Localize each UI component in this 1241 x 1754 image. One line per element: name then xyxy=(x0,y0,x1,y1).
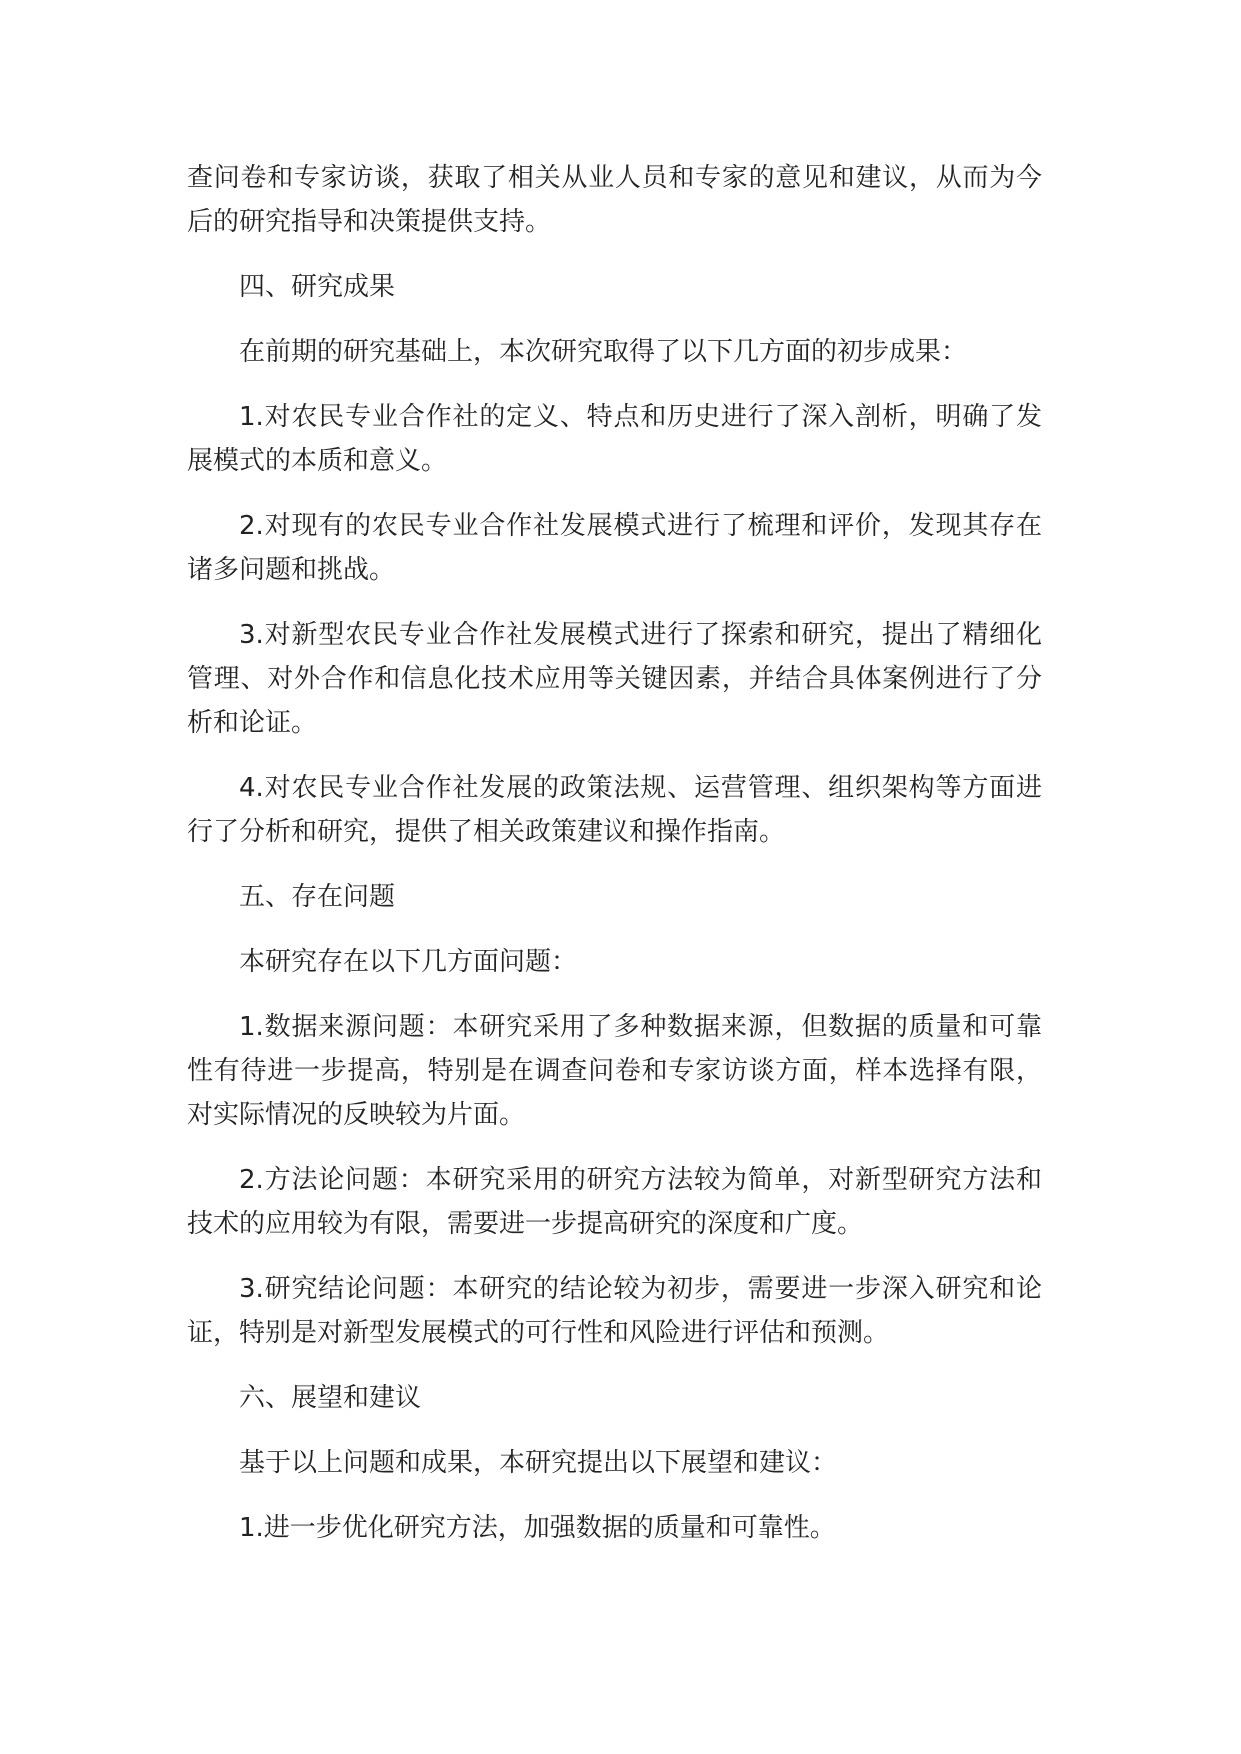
result-item-1: 1.对农民专业合作社的定义、特点和历史进行了深入剖析，明确了发展模式的本质和意义。 xyxy=(187,402,1042,476)
document-body xyxy=(187,156,1042,1571)
paragraph-results-intro: 在前期的研究基础上，本次研究取得了以下几方面的初步成果： xyxy=(239,337,968,367)
result-item-2: 2.对现有的农民专业合作社发展模式进行了梳理和评价，发现其存在诸多问题和挑战。 xyxy=(187,511,1042,585)
section-heading-research-results: 四、研究成果 xyxy=(239,272,396,302)
outlook-item-1: 1.进一步优化研究方法，加强数据的质量和可靠性。 xyxy=(239,1513,836,1543)
result-item-3: 3.对新型农民专业合作社发展模式进行了探索和研究，提出了精细化管理、对外合作和信息化技术应用等关键因素，并结合具体案例进行了分析和论证。 xyxy=(187,620,1042,738)
problem-item-1: 1.数据来源问题：本研究采用了多种数据来源，但数据的质量和可靠性有待进一步提高，特别是在调查问卷和专家访谈方面，样本选择有限，对实际情况的反映较为片面。 xyxy=(187,1012,1042,1130)
result-item-4: 4.对农民专业合作社发展的政策法规、运营管理、组织架构等方面进行了分析和研究，提供了相关政策建议和操作指南。 xyxy=(187,773,1042,847)
problem-item-3: 3.研究结论问题：本研究的结论较为初步，需要进一步深入研究和论证，特别是对新型发展模式的可行性和风险进行评估和预测。 xyxy=(187,1274,1042,1348)
section-heading-outlook: 六、展望和建议 xyxy=(239,1383,422,1413)
paragraph-outlook-intro: 基于以上问题和成果，本研究提出以下展望和建议： xyxy=(239,1448,838,1478)
problem-item-2: 2.方法论问题：本研究采用的研究方法较为简单，对新型研究方法和技术的应用较为有限，需要进一步提高研究的深度和广度。 xyxy=(187,1165,1042,1239)
section-heading-existing-problems: 五、存在问题 xyxy=(239,882,396,912)
paragraph-problems-intro: 本研究存在以下几方面问题： xyxy=(239,947,578,977)
paragraph-continuation: 查问卷和专家访谈，获取了相关从业人员和专家的意见和建议，从而为今后的研究指导和决策提供支持。 xyxy=(187,163,1042,237)
